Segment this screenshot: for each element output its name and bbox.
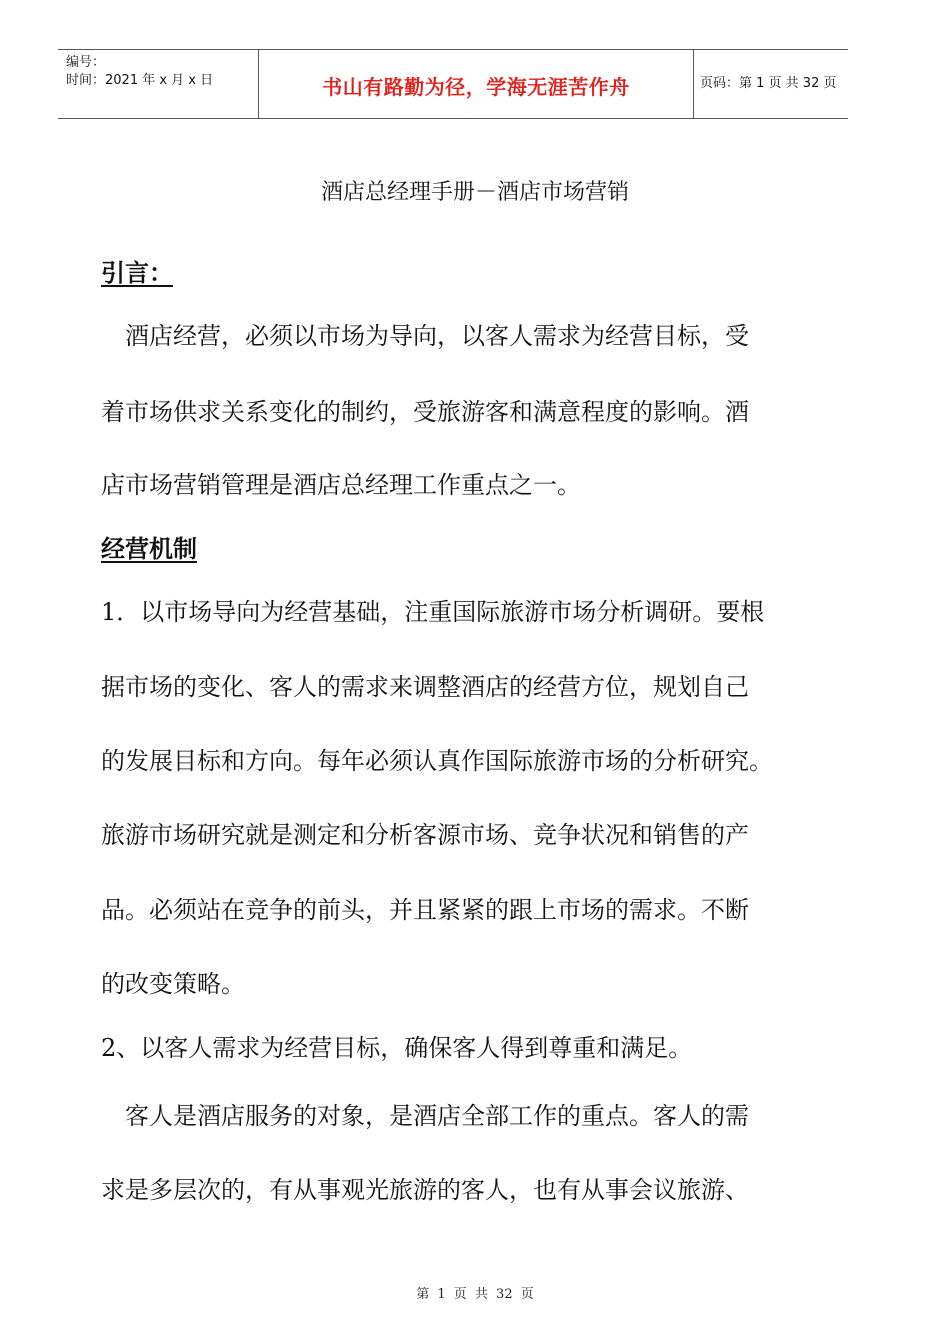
paragraph-line: 着市场供求关系变化的制约，受旅游客和满意程度的影响。酒 bbox=[101, 398, 749, 426]
paragraph-line: 店市场营销管理是酒店总经理工作重点之一。 bbox=[101, 471, 581, 499]
paragraph-line: 的改变策略。 bbox=[101, 970, 245, 998]
heading-intro: 引言： bbox=[101, 259, 173, 287]
header-motto: 书山有路勤为径，学海无涯苦作舟 bbox=[322, 75, 630, 99]
number-label: 编号： bbox=[66, 55, 106, 70]
document-header bbox=[58, 49, 848, 119]
header-motto-cell bbox=[258, 50, 694, 118]
header-meta-cell bbox=[58, 50, 258, 118]
time-label: 时间：2021 年 x 月 x 日 bbox=[66, 73, 214, 88]
paragraph-line: 据市场的变化、客人的需求来调整酒店的经营方位，规划自己 bbox=[101, 673, 749, 701]
heading-mechanism: 经营机制 bbox=[101, 535, 197, 563]
header-page-info: 页码：第 1 页 共 32 页 bbox=[700, 76, 837, 91]
paragraph-line: 客人是酒店服务的对象，是酒店全部工作的重点。客人的需 bbox=[101, 1102, 749, 1130]
paragraph-line: 1．以市场导向为经营基础，注重国际旅游市场分析调研。要根 bbox=[101, 598, 765, 626]
paragraph-line: 求是多层次的，有从事观光旅游的客人，也有从事会议旅游、 bbox=[101, 1176, 749, 1204]
document-title: 酒店总经理手册－酒店市场营销 bbox=[320, 180, 629, 205]
paragraph-line: 品。必须站在竞争的前头，并且紧紧的跟上市场的需求。不断 bbox=[101, 896, 749, 924]
paragraph-line: 酒店经营，必须以市场为导向，以客人需求为经营目标，受 bbox=[101, 322, 749, 350]
paragraph-line: 的发展目标和方向。每年必须认真作国际旅游市场的分析研究。 bbox=[101, 747, 773, 775]
page-footer: 第 1 页 共 32 页 bbox=[416, 1287, 534, 1302]
item2-heading: 2、以客人需求为经营目标，确保客人得到尊重和满足。 bbox=[101, 1034, 693, 1062]
header-page-cell bbox=[692, 50, 848, 118]
paragraph-line: 旅游市场研究就是测定和分析客源市场、竞争状况和销售的产 bbox=[101, 821, 749, 849]
